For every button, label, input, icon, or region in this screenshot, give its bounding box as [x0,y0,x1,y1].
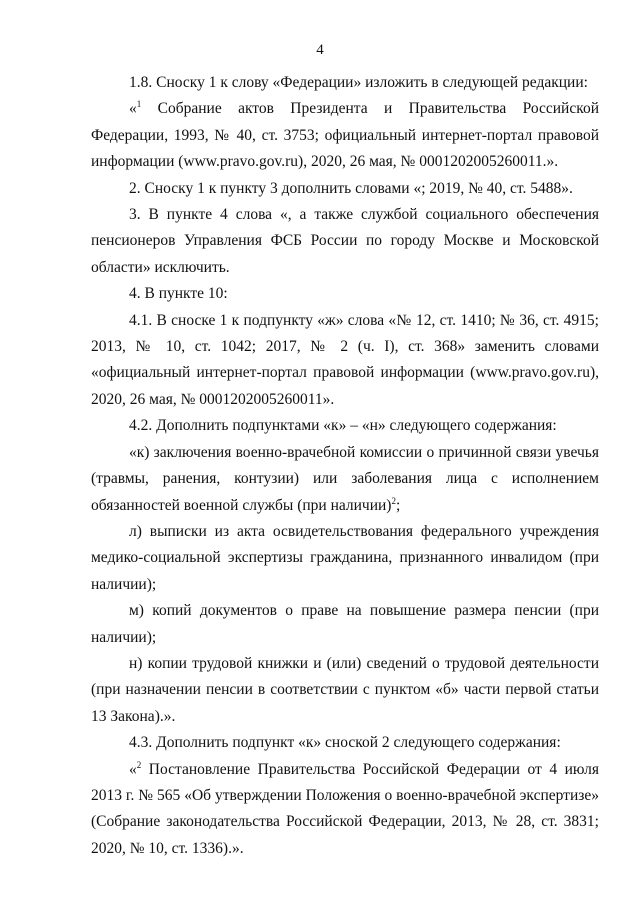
document-body [91,70,599,862]
page-number: 4 [316,42,324,58]
paragraph-4: 4. В пункте 10: [129,285,228,303]
paragraph-2: 2. Сноску 1 к пункту 3 дополнить словами «; 2019, № 40, ст. 5488». [129,179,573,197]
paragraph-4-1: 4.1. В сноске 1 к подпункту «ж» слова «№ 12, ст. 1410; № 36, ст. 4915; 2013, № 10, ст. 1042; 2017, № 2 (ч. I), ст. 368» заменить словами «официальный интернет-портал правовой информации (www.pravo.gov.ru), 2020, 26 мая, № 0001202005260011». [91,311,599,408]
subparagraph-l: л) выписки из акта освидетельствования федерального учреждения медико-социальной экспертизы гражданина, признанного инвалидом (при наличии); [91,522,599,593]
paragraph-4-2: 4.2. Дополнить подпунктами «к» – «н» следующего содержания: [129,417,557,435]
subparagraph-m: м) копий документов о праве на повышение размера пенсии (при наличии); [91,602,599,646]
footnote-marker: 2 [391,495,396,506]
footnote-marker: 1 [136,99,142,110]
paragraph-3: 3. В пункте 4 слова «, а также службой социального обеспечения пенсионеров Управления ФСБ России по городу Москве и Московской области» исключить. [91,206,599,276]
subparagraph-k: «к) заключения военно-врачебной комиссии о причинной связи увечья (травмы, ранения, контузии) или заболевания лица с исполнением обязанностей военной службы (при наличии)$^2$; [91,443,599,514]
paragraph-4-3: 4.3. Дополнить подпункт «к» сноской 2 следующего содержания: [129,734,561,752]
paragraph-1-8: 1.8. Сноску 1 к слову «Федерации» изложить в следующей редакции: [129,74,588,91]
paragraph-footnote-1: «$^1$ Собрание актов Президента и Правительства Российской Федерации, 1993, № 40, ст. 3753; официальный интернет-портал правовой информации (www.pravo.gov.ru), 2020, 26 мая, № 0001202005260011.». [91,99,599,171]
paragraph-footnote-2: «$^2$ Постановление Правительства Российской Федерации от 4 июля 2013 г. № 565 «Об утверждении Положения о военно-врачебной экспертизе» (Собрание законодательства Российской Федерации, 2013, № 28, ст. 3831; 2020, № 10, ст. 1336).». [91,759,599,857]
subparagraph-n: н) копии трудовой книжки и (или) сведений о трудовой деятельности (при назначении пенсии в соответствии с пунктом «б» части первой статьи 13 Закона).». [91,654,599,725]
footnote-marker: 2 [136,759,142,770]
